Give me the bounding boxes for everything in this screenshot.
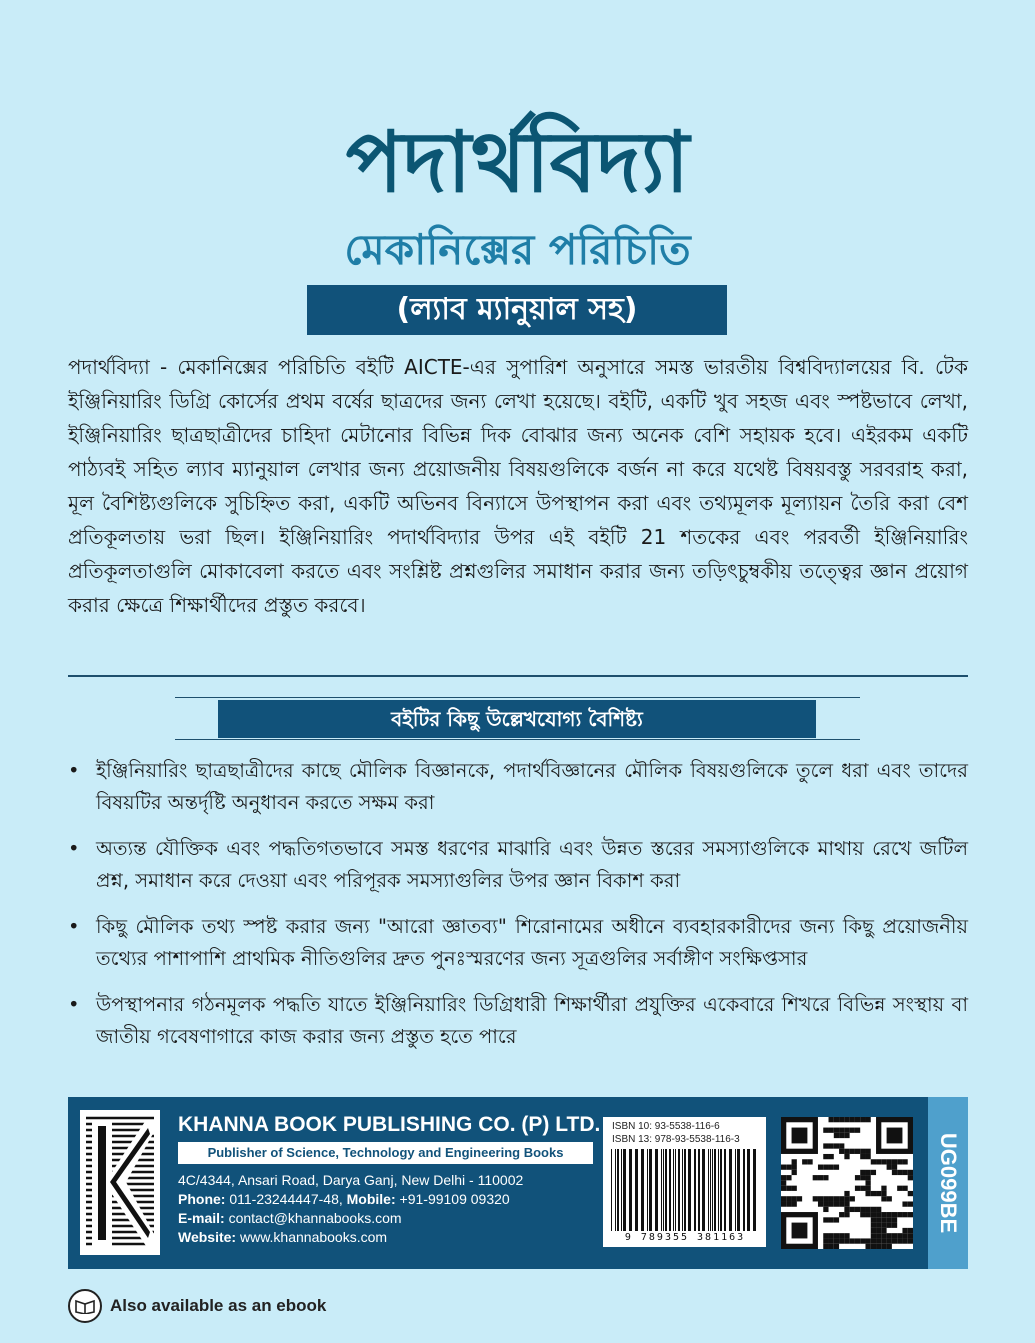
publisher-name: KHANNA BOOK PUBLISHING CO. (P) LTD. [178,1113,601,1136]
ebook-text: Also available as an ebook [110,1296,327,1315]
publisher-contact [178,1171,523,1247]
publisher-logo [80,1110,160,1255]
feature-item [68,911,968,975]
publisher-email-line [178,1209,523,1228]
features-list [68,755,968,1067]
mobile-label: Mobile: [346,1191,396,1207]
feature-text: কিছু মৌলিক তথ্য স্পষ্ট করার জন্য "আরো জ্ঞাতব্য" শিরোনামের অধীনে ব্যবহারকারীদের জন্য কিছু প্রয়োজনীয় তথ্যের পাশাপাশি প্রাথমিক নীতিগুলির দ্রুত পুনঃস্মরণের জন্য সূত্রগুলির সর্বাঙ্গীণ সংক্ষিপ্তসার [96,915,968,970]
product-code: UG099BE [936,1132,961,1234]
book-description: পদার্থবিদ্যা - মেকানিক্সের পরিচিতি বইটি AICTE-এর সুপারিশ অনুসারে সমস্ত ভারতীয় বিশ্ববিদ্যালয়ের বি. টেক ইঞ্জিনিয়ারিং ডিগ্রি কোর্সের প্রথম বর্ষের ছাত্রদের জন্য লেখা হয়েছে। বইটি, একটি খুব সহজ এবং স্পষ্টভাবে লেখা, ইঞ্জিনিয়ারিং ছাত্রছাত্রীদের চাহিদা মেটানোর বিভিন্ন দিক বোঝার জন্য অনেক বেশি সহায়ক হবে। এইরকম একটি পাঠ্যবই সহিত ল্যাব ম্যানুয়াল লেখার জন্য প্রয়োজনীয় বিষয়গুলিকে বর্জন না করে যথেষ্ট বিষয়বস্তু সরবরাহ করা, মূল বৈশিষ্ট্যগুলিকে সুচিহ্নিত করা, একটি অভিনব বিন্যাসে উপস্থাপন করা এবং তথ্যমূলক মূল্যায়ন তৈরি করা বেশ প্রতিকূলতায় ভরা ছিল। ইঞ্জিনিয়ারিং পদার্থবিদ্যার উপর এই বইটি 21 শতকের এবং পরবর্তী ইঞ্জিনিয়ারিং প্রতিকূলতাগুলি মোকাবেলা করতে এবং সংশ্লিষ্ট প্রশ্নগুলির সমাধান করার জন্য তড়িৎচুম্বকীয় তত্ত্বের জ্ঞান প্রয়োগ করার ক্ষেত্রে শিক্ষার্থীদের প্রস্তুত করবে। [68,355,968,617]
phone-label: Phone: [178,1191,226,1207]
feature-item [68,989,968,1053]
features-heading-rule-top [175,697,860,698]
publisher-address: 4C/4344, Ansari Road, Darya Ganj, New Delhi - 110002 [178,1172,524,1188]
features-heading: বইটির কিছু উল্লেখযোগ্য বৈশিষ্ট্য [218,700,816,738]
bullet-icon: • [68,915,80,938]
bullet-icon: • [68,759,80,782]
mobile-value: +91-99109 09320 [399,1191,510,1207]
bullet-icon: • [68,993,80,1016]
publisher-website-line [178,1228,523,1247]
book-title: পদার্থবিদ্যা [345,113,690,211]
phone-value: 011-23244447-48, [229,1191,343,1207]
section-divider [68,675,968,677]
feature-item [68,755,968,819]
qr-code-icon [781,1117,913,1249]
website-label: Website: [178,1229,237,1245]
qr-code [781,1117,913,1249]
isbn-block [612,1120,740,1146]
email-label: E-mail: [178,1210,225,1226]
feature-text: ইঞ্জিনিয়ারিং ছাত্রছাত্রীদের কাছে মৌলিক বিজ্ঞানকে, পদার্থবিজ্ঞানের মৌলিক বিষয়গুলিকে তুলে ধরা এবং তাদের বিষয়টির অন্তর্দৃষ্টি অনুধাবন করতে সক্ষম করা [96,759,968,814]
isbn-13: ISBN 13: 978-93-5538-116-3 [612,1134,740,1145]
email-value: contact@khannabooks.com [228,1210,402,1226]
website-value: www.khannabooks.com [239,1229,388,1245]
barcode-digits: 9 789355 381163 [624,1232,746,1243]
book-subtitle: মেকানিক্সের পরিচিতি [344,225,691,274]
lab-manual-banner: (ল্যাব ম্যানুয়াল সহ) [307,285,727,335]
feature-item [68,833,968,897]
features-heading-rule-bottom [175,739,860,740]
publisher-tagline: Publisher of Science, Technology and Engineering Books [178,1142,593,1164]
k-logo-icon [80,1110,160,1255]
feature-text: অত্যন্ত যৌক্তিক এবং পদ্ধতিগতভাবে সমস্ত ধরণের মাঝারি এবং উন্নত স্তরের সমস্যাগুলিকে মাথায় রেখে জটিল প্রশ্ন, সমাধান করে দেওয়া এবং পরিপূরক সমস্যাগুলির উপর জ্ঞান বিকাশ করা [96,837,968,892]
bullet-icon: • [68,837,80,860]
ebook-notice [68,1289,326,1323]
ebook-icon [68,1289,102,1323]
publisher-phone-line [178,1190,523,1209]
feature-text: উপস্থাপনার গঠনমূলক পদ্ধতি যাতে ইঞ্জিনিয়ারিং ডিগ্রিধারী শিক্ষার্থীরা প্রযুক্তির একেবারে শিখরে বিভিন্ন সংস্থায় বা জাতীয় গবেষণাগারে কাজ করার জন্য প্রস্তুত হতে পারে [96,993,968,1048]
isbn-10: ISBN 10: 93-5538-116-6 [612,1121,720,1132]
